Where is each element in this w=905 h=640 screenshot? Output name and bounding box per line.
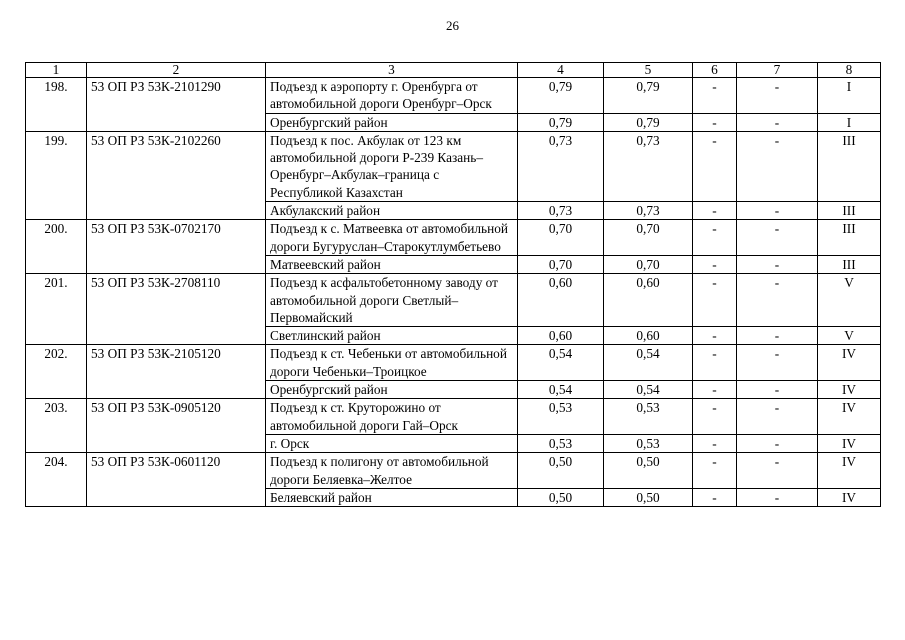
district-col6-value: - — [693, 113, 737, 131]
col5-value: 0,53 — [604, 399, 693, 435]
row-number: 202. — [26, 345, 87, 399]
district-col7-value: - — [737, 202, 818, 220]
col7-value: - — [737, 345, 818, 381]
row-number: 200. — [26, 220, 87, 274]
district-col7-value: - — [737, 327, 818, 345]
district-name: Светлинский район — [266, 327, 518, 345]
district-category-value: III — [818, 202, 881, 220]
category-value: III — [818, 131, 881, 201]
district-name: Оренбургский район — [266, 381, 518, 399]
col5-value: 0,73 — [604, 131, 693, 201]
road-row — [26, 453, 881, 489]
road-row — [26, 399, 881, 435]
road-name: Подъезд к аэропорту г. Оренбурга от автомобильной дороги Оренбург–Орск — [266, 78, 518, 114]
district-col7-value: - — [737, 488, 818, 506]
road-row — [26, 274, 881, 327]
district-col4-value: 0,70 — [518, 255, 604, 273]
col4-value: 0,73 — [518, 131, 604, 201]
road-name: Подъезд к ст. Круторожино от автомобильной дороги Гай–Орск — [266, 399, 518, 435]
col5-value: 0,54 — [604, 345, 693, 381]
col4-value: 0,54 — [518, 345, 604, 381]
district-col5-value: 0,53 — [604, 434, 693, 452]
district-category-value: IV — [818, 381, 881, 399]
district-col4-value: 0,54 — [518, 381, 604, 399]
road-name: Подъезд к с. Матвеевка от автомобильной дороги Бугуруслан–Старокутлумбетьево — [266, 220, 518, 256]
column-header: 8 — [818, 63, 881, 78]
table-header-row — [26, 63, 881, 78]
category-value: IV — [818, 453, 881, 489]
row-number: 199. — [26, 131, 87, 219]
col4-value: 0,50 — [518, 453, 604, 489]
district-col4-value: 0,53 — [518, 434, 604, 452]
district-col5-value: 0,70 — [604, 255, 693, 273]
column-header: 7 — [737, 63, 818, 78]
road-name: Подъезд к ст. Чебеньки от автомобильной дороги Чебеньки–Троицкое — [266, 345, 518, 381]
road-name: Подъезд к полигону от автомобильной дороги Беляевка–Желтое — [266, 453, 518, 489]
district-col6-value: - — [693, 255, 737, 273]
col6-value: - — [693, 220, 737, 256]
district-col7-value: - — [737, 381, 818, 399]
road-code: 53 ОП РЗ 53К-2101290 — [87, 78, 266, 132]
district-category-value: IV — [818, 488, 881, 506]
district-name: Акбулакский район — [266, 202, 518, 220]
column-header: 3 — [266, 63, 518, 78]
district-category-value: V — [818, 327, 881, 345]
column-header: 6 — [693, 63, 737, 78]
road-code: 53 ОП РЗ 53К-0905120 — [87, 399, 266, 453]
col4-value: 0,79 — [518, 78, 604, 114]
road-code: 53 ОП РЗ 53К-0601120 — [87, 453, 266, 507]
road-code: 53 ОП РЗ 53К-2708110 — [87, 274, 266, 345]
road-name: Подъезд к асфальтобетонному заводу от автомобильной дороги Светлый–Первомайский — [266, 274, 518, 327]
district-col6-value: - — [693, 327, 737, 345]
category-value: III — [818, 220, 881, 256]
column-header: 5 — [604, 63, 693, 78]
category-value: IV — [818, 345, 881, 381]
row-number: 201. — [26, 274, 87, 345]
district-col5-value: 0,79 — [604, 113, 693, 131]
road-code: 53 ОП РЗ 53К-2102260 — [87, 131, 266, 219]
district-col4-value: 0,79 — [518, 113, 604, 131]
col5-value: 0,60 — [604, 274, 693, 327]
col5-value: 0,70 — [604, 220, 693, 256]
column-header: 4 — [518, 63, 604, 78]
column-header: 1 — [26, 63, 87, 78]
roads-table — [25, 62, 881, 507]
col4-value: 0,70 — [518, 220, 604, 256]
district-col7-value: - — [737, 113, 818, 131]
district-name: г. Орск — [266, 434, 518, 452]
road-row — [26, 78, 881, 114]
category-value: V — [818, 274, 881, 327]
col7-value: - — [737, 399, 818, 435]
district-col5-value: 0,60 — [604, 327, 693, 345]
road-row — [26, 131, 881, 201]
col7-value: - — [737, 131, 818, 201]
district-col5-value: 0,73 — [604, 202, 693, 220]
col7-value: - — [737, 274, 818, 327]
district-col6-value: - — [693, 488, 737, 506]
col6-value: - — [693, 399, 737, 435]
category-value: I — [818, 78, 881, 114]
district-col6-value: - — [693, 202, 737, 220]
district-category-value: IV — [818, 434, 881, 452]
col6-value: - — [693, 453, 737, 489]
col4-value: 0,60 — [518, 274, 604, 327]
column-header: 2 — [87, 63, 266, 78]
col6-value: - — [693, 78, 737, 114]
district-col4-value: 0,60 — [518, 327, 604, 345]
row-number: 204. — [26, 453, 87, 507]
road-row — [26, 220, 881, 256]
road-code: 53 ОП РЗ 53К-0702170 — [87, 220, 266, 274]
col4-value: 0,53 — [518, 399, 604, 435]
district-col5-value: 0,50 — [604, 488, 693, 506]
district-name: Матвеевский район — [266, 255, 518, 273]
col6-value: - — [693, 131, 737, 201]
col7-value: - — [737, 453, 818, 489]
col7-value: - — [737, 220, 818, 256]
district-col4-value: 0,50 — [518, 488, 604, 506]
district-col7-value: - — [737, 434, 818, 452]
row-number: 203. — [26, 399, 87, 453]
road-name: Подъезд к пос. Акбулак от 123 км автомобильной дороги Р-239 Казань–Оренбург–Акбулак–граница с Республикой Казахстан — [266, 131, 518, 201]
road-row — [26, 345, 881, 381]
district-category-value: III — [818, 255, 881, 273]
district-category-value: I — [818, 113, 881, 131]
district-name: Беляевский район — [266, 488, 518, 506]
district-col5-value: 0,54 — [604, 381, 693, 399]
col6-value: - — [693, 345, 737, 381]
col5-value: 0,50 — [604, 453, 693, 489]
col7-value: - — [737, 78, 818, 114]
col5-value: 0,79 — [604, 78, 693, 114]
category-value: IV — [818, 399, 881, 435]
district-col7-value: - — [737, 255, 818, 273]
district-col6-value: - — [693, 381, 737, 399]
page-number: 26 — [446, 18, 459, 33]
road-code: 53 ОП РЗ 53К-2105120 — [87, 345, 266, 399]
row-number: 198. — [26, 78, 87, 132]
district-name: Оренбургский район — [266, 113, 518, 131]
district-col6-value: - — [693, 434, 737, 452]
district-col4-value: 0,73 — [518, 202, 604, 220]
col6-value: - — [693, 274, 737, 327]
